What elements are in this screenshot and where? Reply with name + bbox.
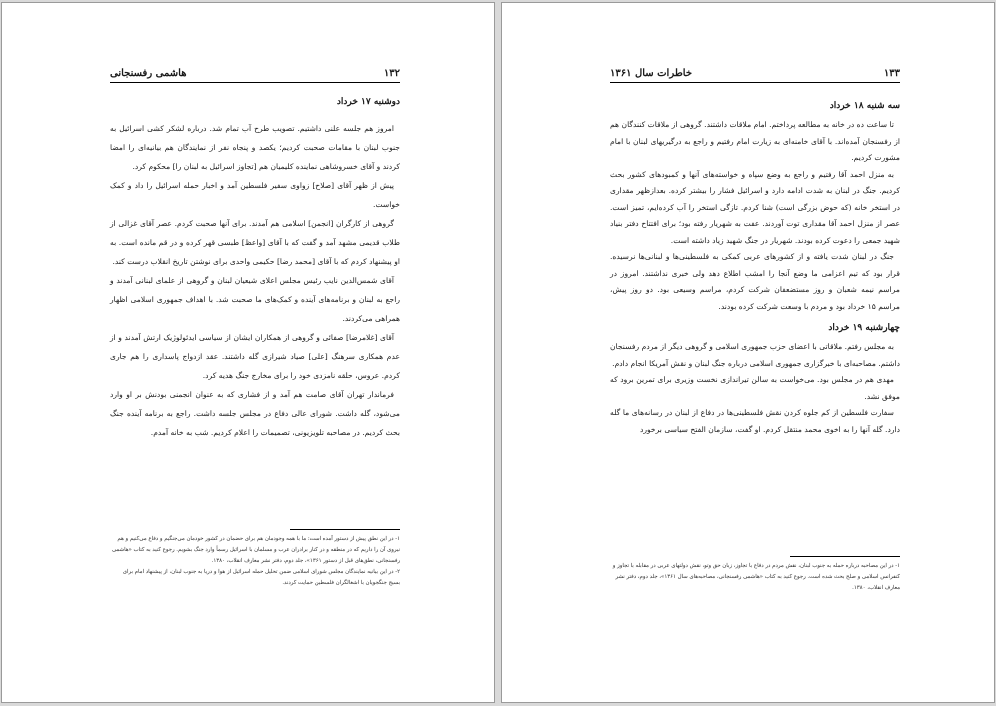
paragraph: جنگ در لبنان شدت یافته و از کشورهای عربی کمکی به فلسطینی‌ها و لبنانی‌ها نرسیده. قرار بود که تیم اعزامی ما وضع آنجا را امشب اطلاع دهد ولی خبری نداشتند. امروز در مراسم نیمه شعبان و روز مستضعفان شرکت کردم، مراسم وسیعی بود. دو روز پیش، مراسم ۱۵ خرداد بود و مردم با وسعت شرکت کرده بودند. bbox=[610, 252, 900, 311]
left-page-content bbox=[110, 65, 400, 442]
running-title: هاشمی رفسنجانی bbox=[110, 68, 187, 79]
footnote-rule bbox=[290, 529, 400, 530]
paragraph: به مجلس رفتم. ملاقاتی با اعضای حزب جمهوری اسلامی و گروهی دیگر از مردم رفسنجان داشتم. مصاحبه‌ای با خبرگزاری جمهوری اسلامی درباره جنگ لبنان و نقش آمریکا انجام دادم. bbox=[610, 342, 900, 368]
right-page-content bbox=[610, 65, 900, 438]
right-page-header bbox=[610, 65, 900, 83]
left-page bbox=[1, 2, 495, 703]
paragraph: امروز هم جلسه علنی داشتیم. تصویب طرح آب تمام شد. درباره لشکر کشی اسرائیل به جنوب لبنان با مقامات صحبت کردیم؛ یکصد و پنجاه نفر از نمایندگان هم بیانیه‌ای را امضا کردند و آقای خسروشاهی نماینده کلیمیان هم [تجاوز اسرائیل به لبنان را] محکوم کرد. bbox=[110, 124, 400, 171]
left-footnotes bbox=[110, 529, 400, 589]
date-heading: سه شنبه ۱۸ خرداد bbox=[829, 101, 900, 111]
right-footnotes bbox=[610, 556, 900, 594]
footnote: ۱- در این مصاحبه درباره حمله به جنوب لبنان، نقش مردم در دفاع با تجاوز، زبان حق وتو، نقش دولتهای عربی در مقابله با تجاوز و کنفرانس اسلامی و صلح بحث شده است. رجوع کنید به کتاب «هاشمی رفسنجانی، مصاحبه‌های سال ۱۳۶۱»، جلد دوم، دفتر نشر معارف انقلاب، ۱۳۸۰. bbox=[612, 563, 900, 591]
page-number: ۱۳۳ bbox=[883, 68, 900, 79]
page-number: ۱۳۲ bbox=[383, 68, 400, 79]
paragraph: گروهی از کارگران [انجمن] اسلامی هم آمدند. برای آنها صحبت کردم. عصر آقای غزالی از طلاب قدیمی مشهد آمد و گفت که با آقای [واعظ] طبسی قهر کرده و در قم مانده است. به او پیشنهاد کردم که با آقای [محمد رضا] حکیمی واحدی برای نوشتن تاریخ انقلاب درست کند. bbox=[110, 219, 400, 266]
footnote: ۲- در این بیانیه نمایندگان مجلس شورای اسلامی ضمن تحلیل حمله اسرائیل از هوا و دریا به جنوب لبنان، از پیشنهاد امام برای بسیج جنگجویان با اشغالگران فلسطین حمایت کردند. bbox=[122, 569, 400, 586]
footnote-rule bbox=[790, 556, 900, 557]
paragraph: به منزل احمد آقا رفتیم و راجع به وضع سپاه و خواسته‌های آنها و کمبودهای کشور بحث کردیم. جنگ در لبنان به شدت ادامه دارد و اسرائیل فشار را بیشتر کرده. بعدازظهر مقداری در استخر خانه (که حوض بزرگی است) شنا کردم. تازگی استخر را آب کرده‌ایم، تمیز است. عصر از منزل احمد آقا مقداری توت آوردند. عفت به شهریار رفته بود؛ برای افتتاح دفتر بنیاد شهید جمعی را دعوت کرده بودند. شهریار در جنگ شهید زیاد داشته است. bbox=[610, 169, 900, 245]
paragraph: تا ساعت ده در خانه به مطالعه پرداختم. امام ملاقات داشتند. گروهی از ملاقات کنندگان هم از رفسنجان آمده‌اند. با آقای خامنه‌ای به زیارت امام رفتیم و راجع به درگیریهای لبنان با امام مشورت کردیم. bbox=[610, 120, 900, 162]
paragraph: فرماندار تهران آقای صامت هم آمد و از فشاری که به عنوان انجمنی بودنش بر او وارد می‌شود، گله داشت. شورای عالی دفاع در مجلس جلسه داشت. راجع به برنامه آینده جنگ بحث کردیم. در مصاحبه تلویزیونی، تصمیمات را اعلام کردیم. شب به خانه آمدم. bbox=[110, 390, 400, 437]
paragraph: مهدی هم در مجلس بود. می‌خواست به سالن تیراندازی نخست وزیری برای تمرین برود که موفق نشد. bbox=[610, 375, 900, 401]
date-heading: دوشنبه ۱۷ خرداد bbox=[336, 97, 400, 107]
right-page bbox=[501, 2, 995, 703]
paragraph: آقای [غلامرضا] صفائی و گروهی از همکاران ایشان از سیاسی ایدئولوژیک ارتش آمدند و از عدم همکاری سرهنگ [علی] صیاد شیرازی گله داشتند. عقد ازدواج پاسداری را هم جاری کردم. عروس، حلقه نامزدی خود را برای مخارج جنگ هدیه کرد. bbox=[110, 333, 400, 380]
paragraph: آقای شمس‌الدین نایب رئیس مجلس اعلای شیعیان لبنان و گروهی از علمای لبنانی آمدند و راجع به لبنان و برنامه‌های آینده و کمک‌های ما صحبت شد. با اهداف جمهوری اسلامی اظهار همراهی می‌کردند. bbox=[110, 276, 400, 323]
left-page-header bbox=[110, 65, 400, 83]
paragraph: سفارت فلسطین از کم جلوه کردن نقش فلسطینی‌ها در دفاع از لبنان در رسانه‌های ما گله دارد. گله آنها را به اخوی محمد منتقل کردم. او گفت، سازمان الفتح سیاسی برخورد bbox=[610, 408, 900, 434]
running-title: خاطرات سال ۱۳۶۱ bbox=[610, 68, 693, 79]
paragraph: پیش از ظهر آقای [صلاح] زواوی سفیر فلسطین آمد و اخبار حمله اسرائیل را داد و کمک خواست. bbox=[110, 181, 400, 209]
date-heading: چهارشنبه ۱۹ خرداد bbox=[828, 323, 900, 333]
footnote: ۱- در این نطق پیش از دستور آمده است: ما با همه وجودمان هم برای حضمان در کشور خودمان می‌جنگیم و دفاع می‌کنیم و هم نیروی آن را داریم که در منطقه و در کنار برادران عرب و مسلمان با اسرائیل رسماً وارد جنگ بشویم. رجوع کنید به کتاب «هاشمی رفسنجانی، نطق‌های قبل از دستور ۱۳۶۱»، جلد دوم، دفتر نشر معارف انقلاب، ۱۳۸۰. bbox=[111, 536, 400, 564]
